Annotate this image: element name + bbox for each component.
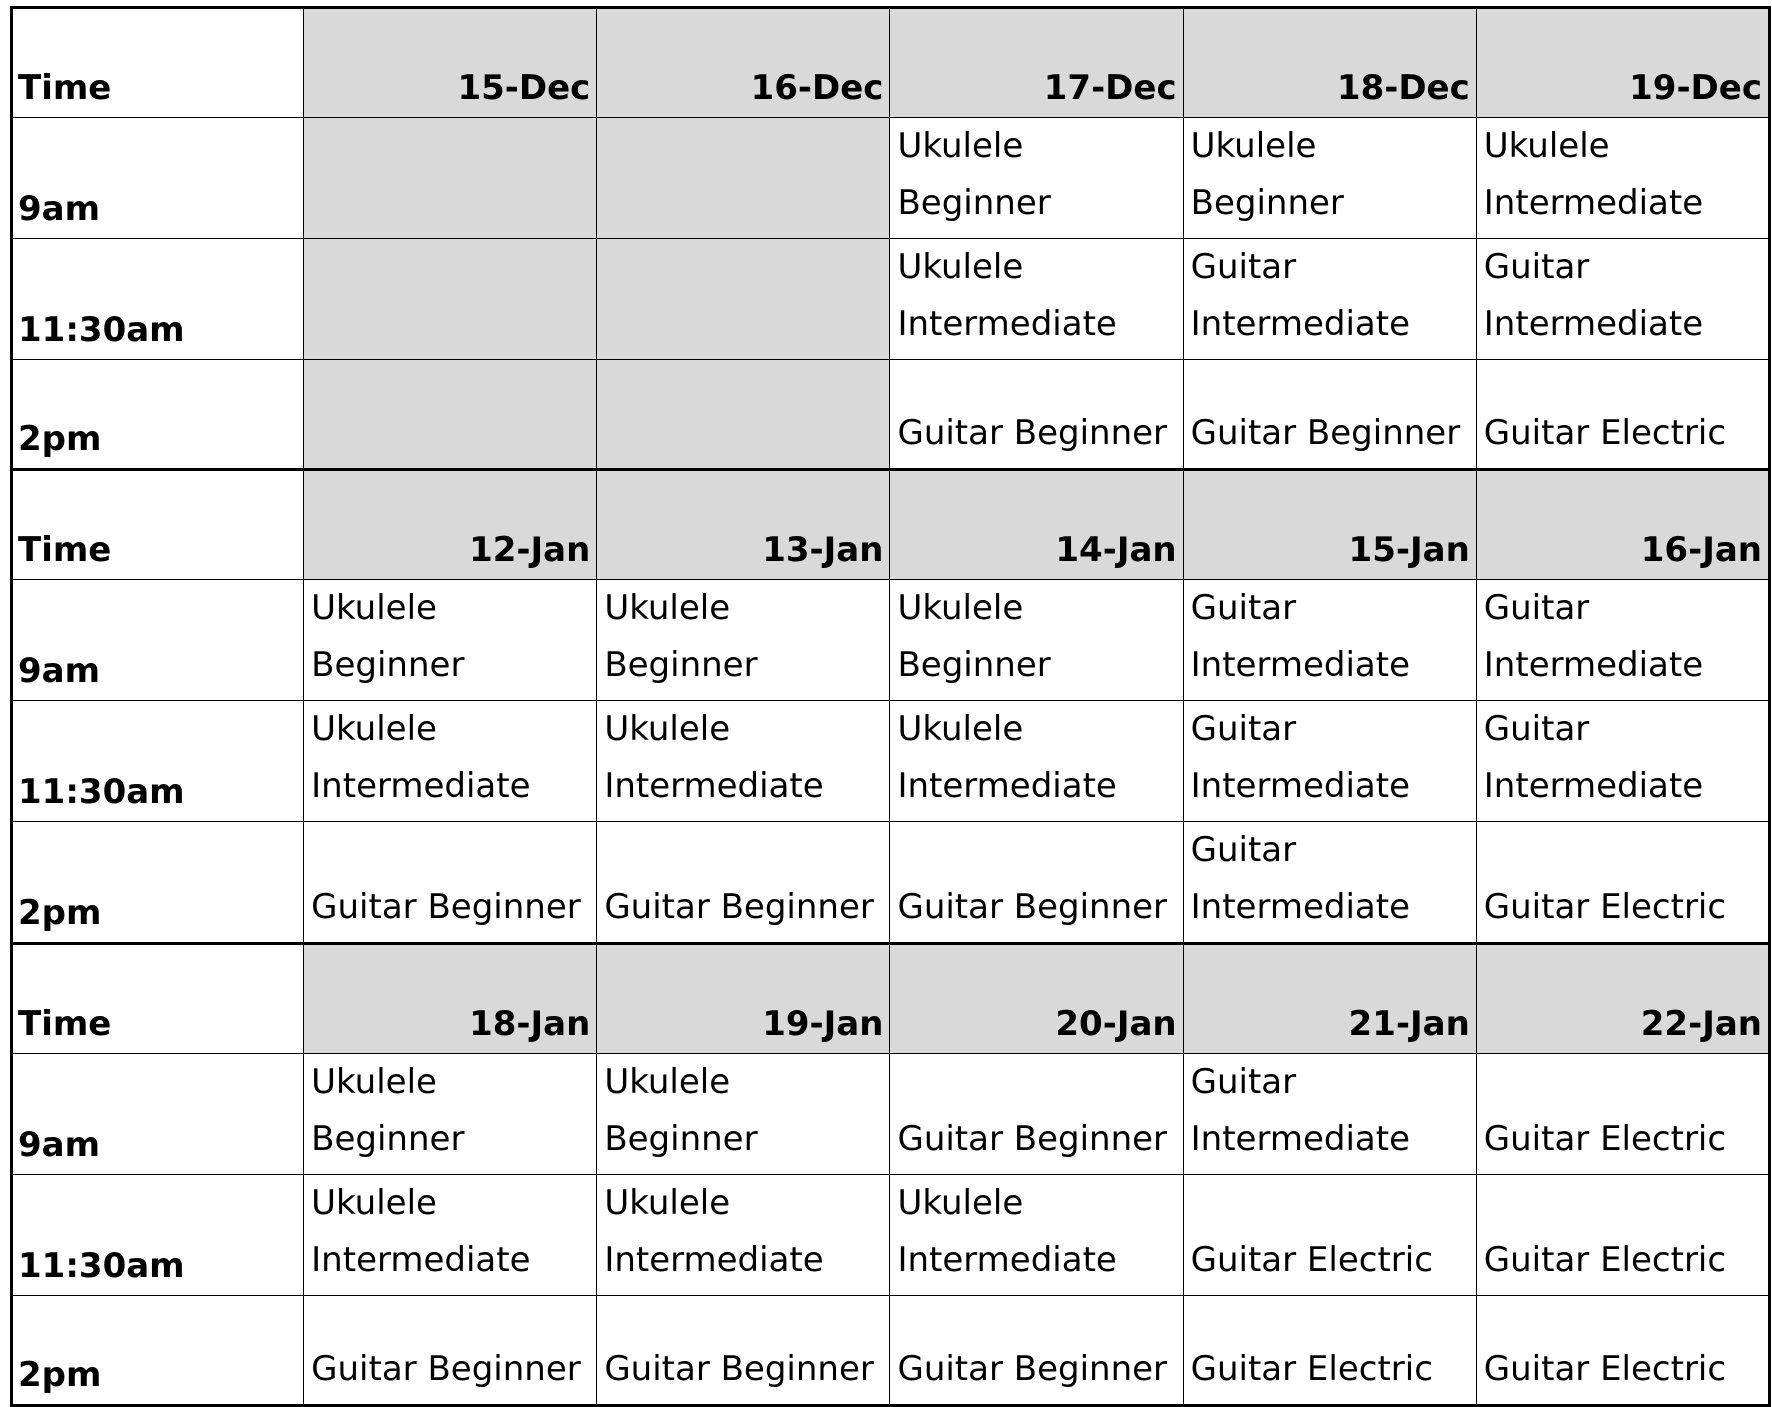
time-slot-label: 9am: [12, 1054, 304, 1175]
time-slot-label: 9am: [12, 118, 304, 239]
empty-class-cell: [597, 118, 890, 239]
time-slot-label: 2pm: [12, 822, 304, 944]
class-cell: Guitar Electric: [1476, 1054, 1769, 1175]
time-slot-row: [12, 118, 1770, 239]
class-cell: Guitar Intermediate: [1183, 1054, 1476, 1175]
class-cell: Guitar Intermediate: [1183, 580, 1476, 701]
time-slot-row: [12, 580, 1770, 701]
class-cell: Ukulele Intermediate: [1476, 118, 1769, 239]
time-slot-label: 11:30am: [12, 1175, 304, 1296]
class-cell: Guitar Beginner: [1183, 360, 1476, 470]
date-header: 18-Dec: [1183, 8, 1476, 118]
date-header: 17-Dec: [890, 8, 1183, 118]
class-cell: Ukulele Intermediate: [304, 1175, 597, 1296]
schedule-body: [12, 8, 1770, 1406]
class-cell: Guitar Beginner: [890, 1054, 1183, 1175]
date-header: 21-Jan: [1183, 944, 1476, 1054]
time-slot-label: 11:30am: [12, 239, 304, 360]
time-column-header: Time: [12, 944, 304, 1054]
time-slot-label: 2pm: [12, 1296, 304, 1406]
time-slot-label: 2pm: [12, 360, 304, 470]
date-header: 13-Jan: [597, 470, 890, 580]
class-cell: Guitar Intermediate: [1476, 580, 1769, 701]
class-cell: Guitar Intermediate: [1476, 239, 1769, 360]
time-slot-label: 9am: [12, 580, 304, 701]
time-slot-row: [12, 1175, 1770, 1296]
class-schedule-table: [10, 6, 1771, 1407]
class-cell: Guitar Electric: [1476, 822, 1769, 944]
empty-class-cell: [597, 360, 890, 470]
class-cell: Ukulele Beginner: [304, 1054, 597, 1175]
class-cell: Guitar Beginner: [597, 1296, 890, 1406]
date-header-row: [12, 944, 1770, 1054]
class-cell: Guitar Beginner: [304, 822, 597, 944]
class-cell: Guitar Electric: [1476, 1296, 1769, 1406]
time-slot-row: [12, 1054, 1770, 1175]
empty-class-cell: [304, 360, 597, 470]
class-cell: Guitar Intermediate: [1183, 239, 1476, 360]
class-cell: Ukulele Beginner: [304, 580, 597, 701]
class-cell: Ukulele Beginner: [1183, 118, 1476, 239]
class-cell: Guitar Intermediate: [1476, 701, 1769, 822]
class-cell: Ukulele Intermediate: [890, 239, 1183, 360]
date-header: 14-Jan: [890, 470, 1183, 580]
date-header: 22-Jan: [1476, 944, 1769, 1054]
class-cell: Guitar Beginner: [890, 822, 1183, 944]
time-column-header: Time: [12, 470, 304, 580]
class-cell: Ukulele Intermediate: [597, 1175, 890, 1296]
date-header: 12-Jan: [304, 470, 597, 580]
date-header: 18-Jan: [304, 944, 597, 1054]
class-cell: Ukulele Beginner: [597, 1054, 890, 1175]
date-header: 15-Jan: [1183, 470, 1476, 580]
class-cell: Guitar Electric: [1183, 1175, 1476, 1296]
date-header-row: [12, 470, 1770, 580]
date-header: 20-Jan: [890, 944, 1183, 1054]
class-cell: Guitar Beginner: [304, 1296, 597, 1406]
class-cell: Guitar Beginner: [890, 1296, 1183, 1406]
empty-class-cell: [304, 118, 597, 239]
time-column-header: Time: [12, 8, 304, 118]
time-slot-row: [12, 239, 1770, 360]
empty-class-cell: [597, 239, 890, 360]
class-cell: Guitar Beginner: [890, 360, 1183, 470]
date-header: 19-Jan: [597, 944, 890, 1054]
date-header: 16-Jan: [1476, 470, 1769, 580]
class-cell: Guitar Intermediate: [1183, 701, 1476, 822]
date-header: 16-Dec: [597, 8, 890, 118]
class-cell: Guitar Intermediate: [1183, 822, 1476, 944]
class-cell: Ukulele Intermediate: [890, 701, 1183, 822]
empty-class-cell: [304, 239, 597, 360]
class-cell: Guitar Electric: [1476, 1175, 1769, 1296]
time-slot-row: [12, 701, 1770, 822]
class-cell: Ukulele Intermediate: [890, 1175, 1183, 1296]
class-cell: Ukulele Intermediate: [304, 701, 597, 822]
date-header: 15-Dec: [304, 8, 597, 118]
date-header: 19-Dec: [1476, 8, 1769, 118]
class-cell: Ukulele Beginner: [597, 580, 890, 701]
time-slot-row: [12, 822, 1770, 944]
class-cell: Guitar Electric: [1476, 360, 1769, 470]
time-slot-row: [12, 360, 1770, 470]
time-slot-row: [12, 1296, 1770, 1406]
class-cell: Ukulele Intermediate: [597, 701, 890, 822]
class-cell: Ukulele Beginner: [890, 580, 1183, 701]
class-cell: Guitar Beginner: [597, 822, 890, 944]
time-slot-label: 11:30am: [12, 701, 304, 822]
class-cell: Guitar Electric: [1183, 1296, 1476, 1406]
date-header-row: [12, 8, 1770, 118]
class-cell: Ukulele Beginner: [890, 118, 1183, 239]
